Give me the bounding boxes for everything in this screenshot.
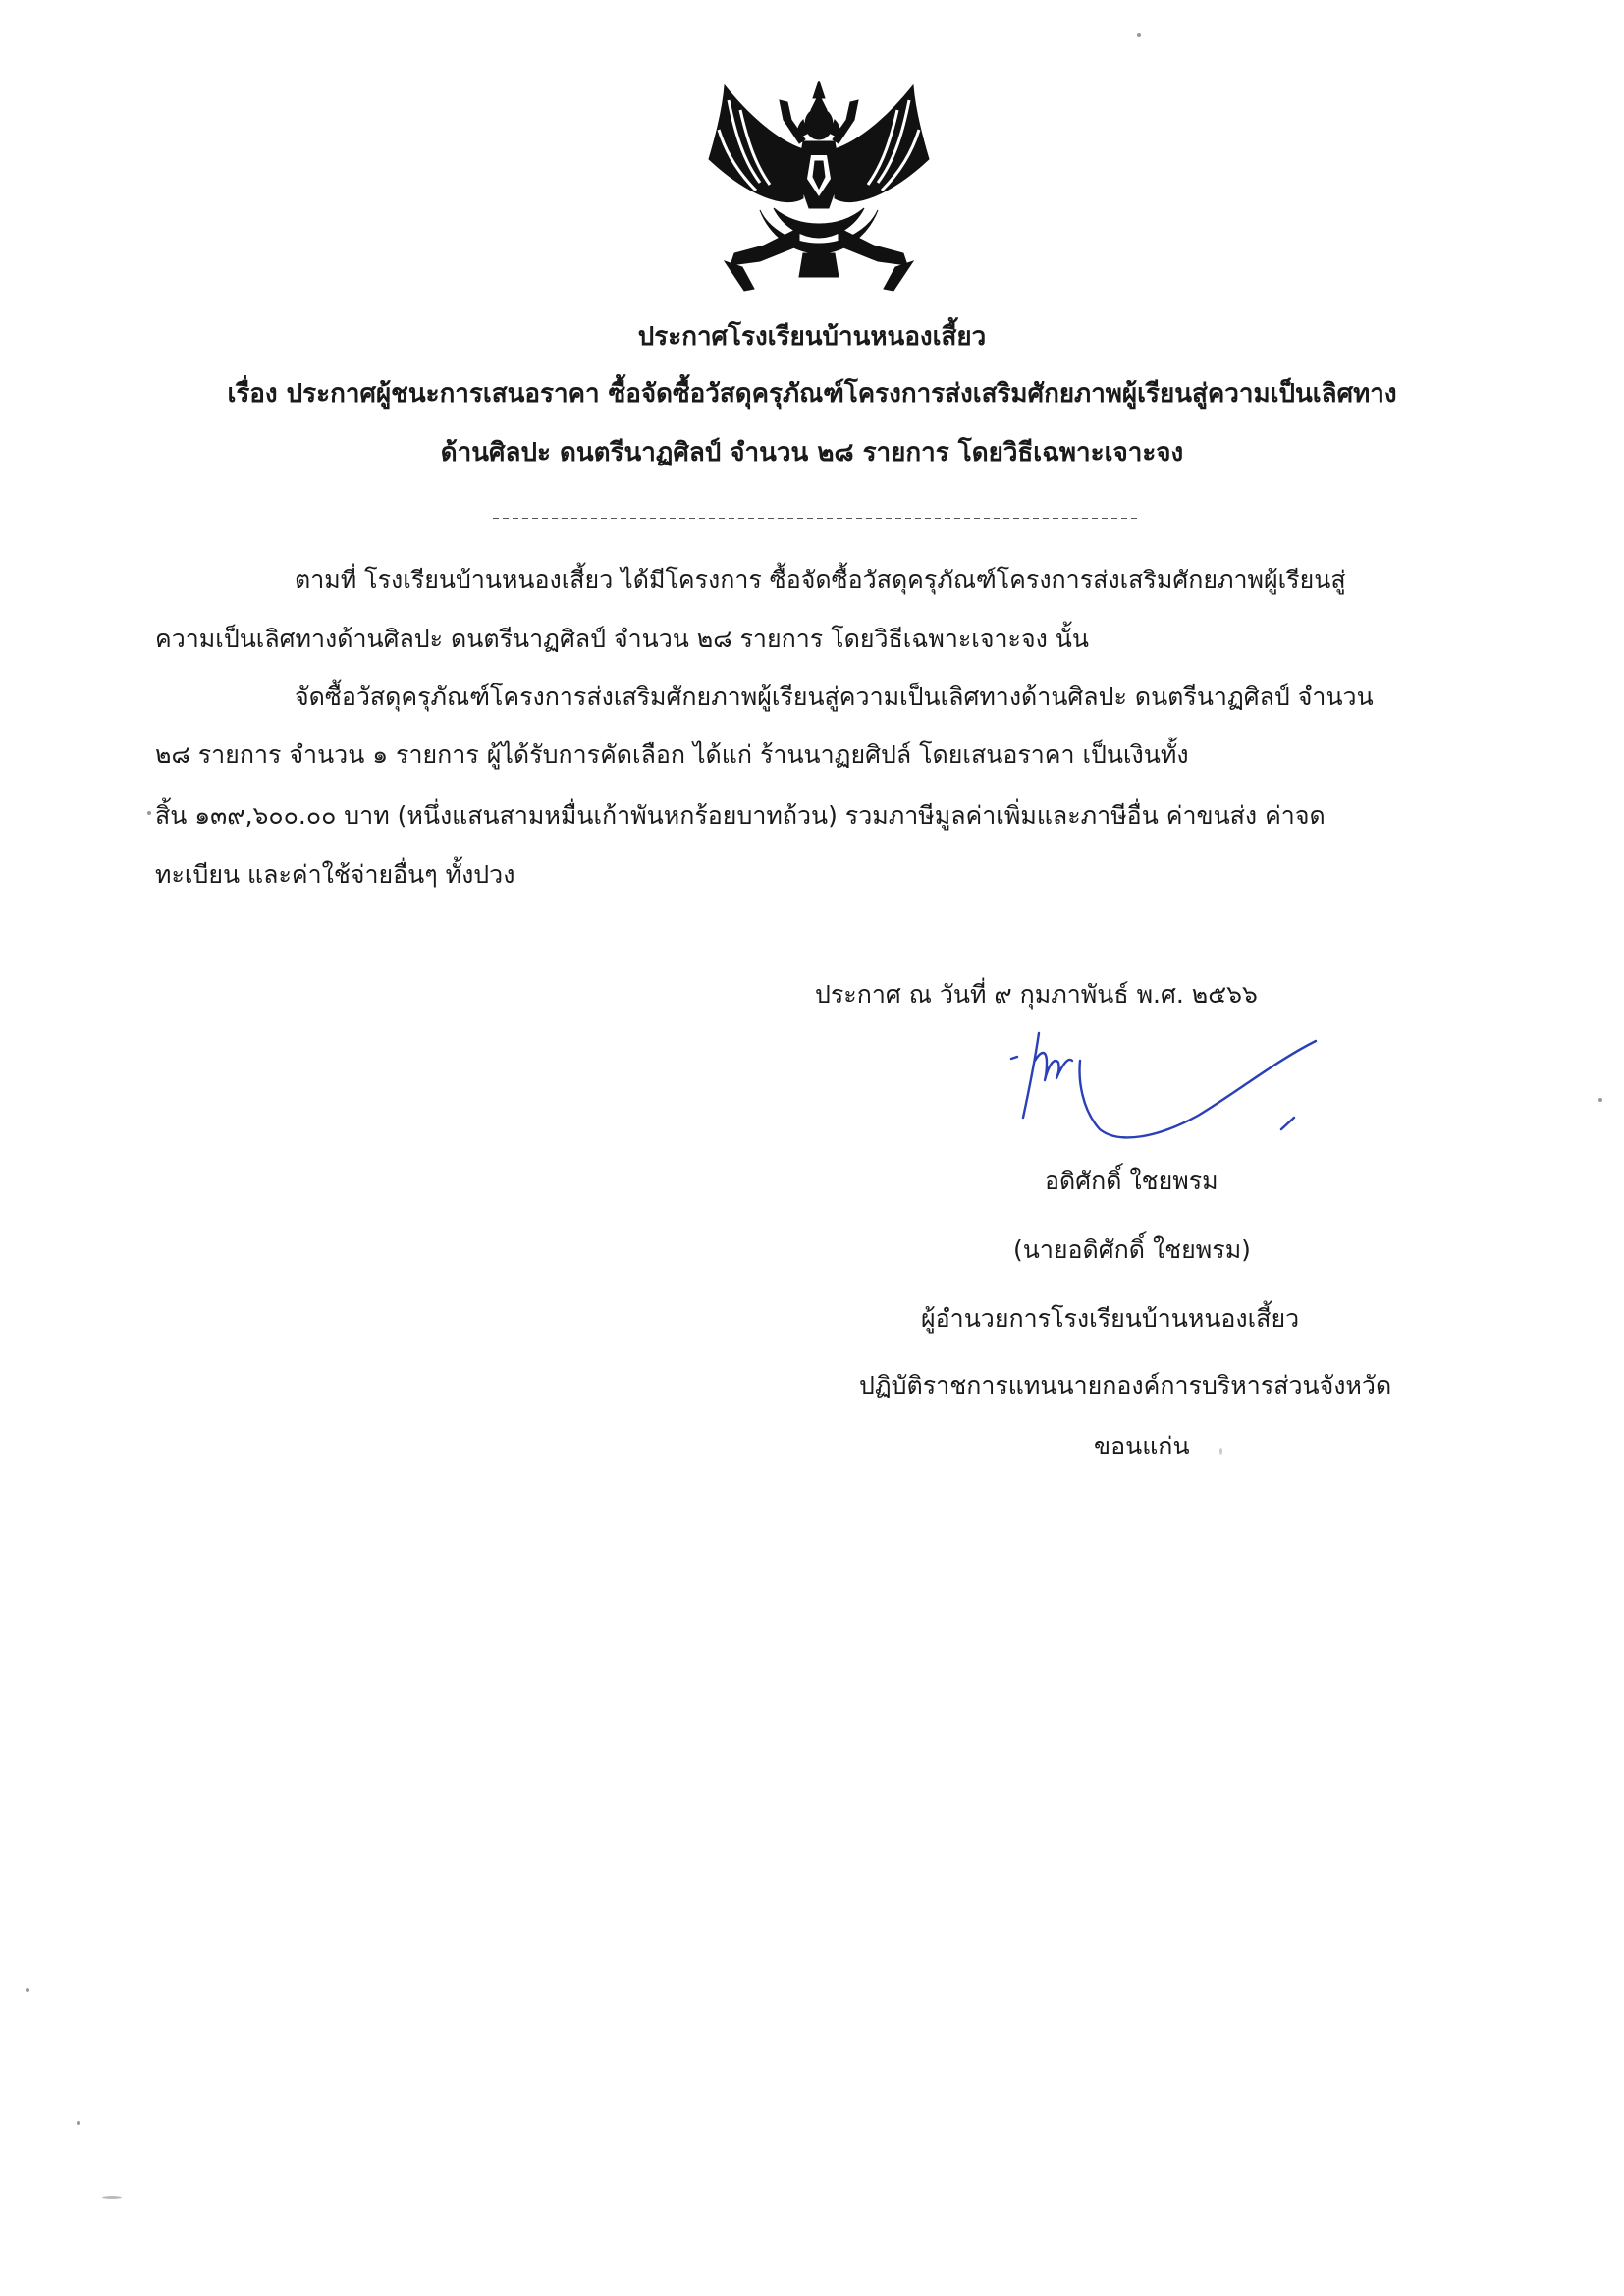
paragraph-2-line-3: สิ้น ๑๓๙,๖๐๐.๐๐ บาท (หนึ่งแสนสามหมื่นเก้าพันหกร้อยบาทถ้วน) รวมภาษีมูลค่าเพิ่มและภาษีอื่น ค่าขนส่ง ค่าจด [155,801,1326,830]
signer-full-name: (นายอดิศักดิ์ ใชยพรม) [1013,1235,1251,1264]
signer-acting-position: ปฏิบัติราชการแทนนายกองค์การบริหารส่วนจังหวัด [859,1371,1392,1399]
paragraph-1-line-1: ตามที่ โรงเรียนบ้านหนองเสี้ยว ได้มีโครงการ ซื้อจัดซื้อวัสดุครุภัณฑ์โครงการส่งเสริมศักยภาพผู้เรียนสู่ [295,566,1346,594]
announcement-subject: เรื่อง ประกาศผู้ชนะการเสนอราคา ซื้อจัดซื้อวัสดุครุภัณฑ์โครงการส่งเสริมศักยภาพผู้เรียนสู่ความเป็นเลิศทาง [227,379,1397,409]
announcement-date: ประกาศ ณ วันที่ ๙ กุมภาพันธ์ พ.ศ. ๒๕๖๖ [815,980,1258,1009]
scan-speck [77,2121,80,2125]
paragraph-1-line-2: ความเป็นเลิศทางด้านศิลปะ ดนตรีนาฏศิลป์ จำนวน ๒๘ รายการ โดยวิธีเฉพาะเจาะจง นั้น [155,625,1089,653]
separator-line [493,518,1137,519]
scan-speck [1219,1448,1222,1455]
paragraph-2-line-2: ๒๘ รายการ จำนวน ๑ รายการ ผู้ได้รับการคัดเลือก ได้แก่ ร้านนาฏยศิปล์ โดยเสนอราคา เป็นเงินทั้ง [155,740,1189,769]
paragraph-2-line-1: จัดซื้อวัสดุครุภัณฑ์โครงการส่งเสริมศักยภาพผู้เรียนสู่ความเป็นเลิศทางด้านศิลปะ ดนตรีนาฏศิลป์ จำนวน [295,683,1374,711]
handwritten-signature [992,1021,1326,1164]
announcement-title: ประกาศโรงเรียนบ้านหนองเสี้ยว [637,322,987,352]
paragraph-2-line-4: ทะเบียน และค่าใช้จ่ายอื่นๆ ทั้งปวง [155,860,515,889]
scan-speck [147,811,151,815]
scan-speck [102,2196,122,2199]
garuda-emblem-icon [705,81,933,295]
scan-speck [1137,33,1141,37]
signer-name: อดิศักดิ์ ใชยพรม [1045,1167,1218,1195]
scan-speck [26,1988,29,1992]
signer-province: ขอนแก่น [1094,1432,1190,1460]
signer-position: ผู้อำนวยการโรงเรียนบ้านหนองเสี้ยว [921,1304,1300,1333]
announcement-subject-continued: ด้านศิลปะ ดนตรีนาฏศิลป์ จำนวน ๒๘ รายการ โดยวิธีเฉพาะเจาะจง [440,438,1184,467]
scan-speck [1598,1098,1602,1102]
